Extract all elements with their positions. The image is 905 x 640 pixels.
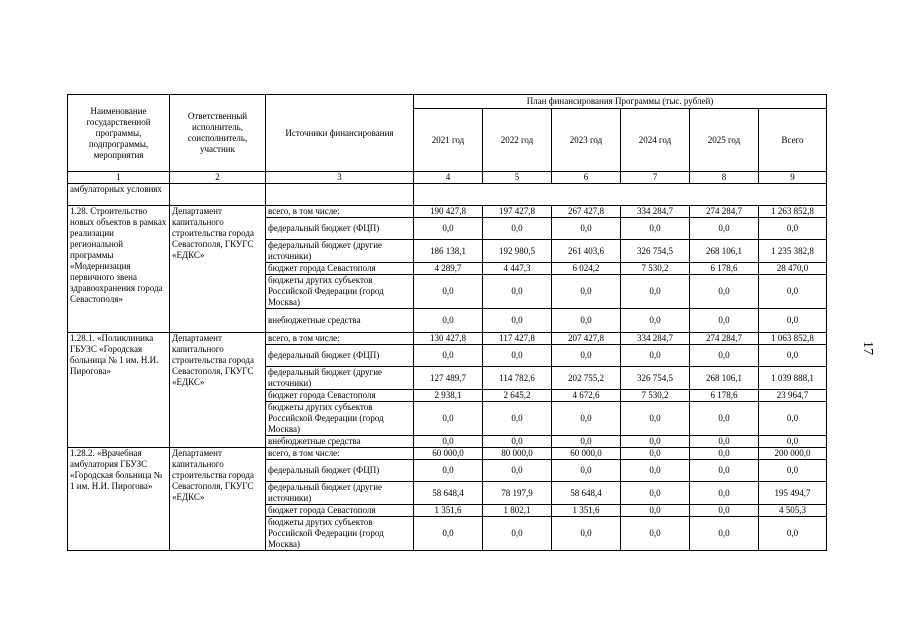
value-cell: 0,0	[414, 402, 483, 436]
value-cell: 0,0	[483, 345, 552, 367]
value-cell: 130 427,8	[414, 333, 483, 345]
value-cell: 58 648,4	[552, 482, 621, 505]
value-cell: 0,0	[690, 517, 759, 551]
value-cell: 0,0	[552, 218, 621, 240]
value-cell: 60 000,0	[552, 448, 621, 460]
source-cell: федеральный бюджет (другие источники)	[266, 367, 414, 390]
value-cell: 267 427,8	[552, 206, 621, 218]
value-cell: 0,0	[759, 436, 827, 448]
header-name: Наименование государственной программы, подпрограммы, мероприятия	[68, 95, 170, 172]
header-year: 2022 год	[483, 109, 552, 172]
value-cell: 0,0	[621, 218, 690, 240]
value-cell: 6 178,6	[690, 263, 759, 275]
responsible-cell: Департамент капитального строительства города Севастополя, ГКУГС «ЕДКС»	[170, 448, 266, 551]
value-cell: 4 447,3	[483, 263, 552, 275]
value-cell: 0,0	[759, 460, 827, 482]
value-cell: 190 427,8	[414, 206, 483, 218]
source-cell: федеральный бюджет (ФЦП)	[266, 218, 414, 240]
value-cell: 0,0	[690, 402, 759, 436]
value-cell: 80 000,0	[483, 448, 552, 460]
value-cell: 0,0	[483, 402, 552, 436]
value-cell: 0,0	[552, 345, 621, 367]
source-cell: всего, в том числе:	[266, 448, 414, 460]
value-cell: 1 802,1	[483, 505, 552, 517]
value-cell: 0,0	[621, 345, 690, 367]
source-cell: внебюджетные средства	[266, 309, 414, 333]
value-cell: 326 754,5	[621, 240, 690, 263]
value-cell: 0,0	[759, 345, 827, 367]
source-cell: федеральный бюджет (ФЦП)	[266, 345, 414, 367]
value-cell: 197 427,8	[483, 206, 552, 218]
source-cell: бюджет города Севастополя	[266, 263, 414, 275]
value-cell: 7 530,2	[621, 390, 690, 402]
value-cell: 334 284,7	[621, 206, 690, 218]
value-cell: 274 284,7	[690, 206, 759, 218]
value-cell: 0,0	[690, 218, 759, 240]
value-cell: 0,0	[621, 448, 690, 460]
column-number: 3	[266, 172, 414, 184]
value-cell: 0,0	[483, 460, 552, 482]
header-year: 2025 год	[690, 109, 759, 172]
value-cell: 2 938,1	[414, 390, 483, 402]
value-cell: 195 494,7	[759, 482, 827, 505]
value-cell: 0,0	[483, 517, 552, 551]
value-cell: 0,0	[552, 517, 621, 551]
event-name-cell: 1.28. Строительство новых объектов в рамках реализации региональной программы «Модернизация первичного звена здравоохранения города Севастополя»	[68, 206, 170, 333]
value-cell: 28 470,0	[759, 263, 827, 275]
table-row	[68, 448, 827, 460]
value-cell: 0,0	[690, 345, 759, 367]
value-cell: 0,0	[690, 460, 759, 482]
value-cell: 334 284,7	[621, 333, 690, 345]
value-cell: 0,0	[690, 309, 759, 333]
value-cell: 192 980,5	[483, 240, 552, 263]
value-cell: 0,0	[483, 218, 552, 240]
header-plan: План финансирования Программы (тыс. рублей)	[414, 95, 827, 109]
value-cell: 326 754,5	[621, 367, 690, 390]
value-cell: 0,0	[483, 275, 552, 309]
financing-table	[67, 94, 827, 551]
source-cell: всего, в том числе:	[266, 206, 414, 218]
table-row	[68, 333, 827, 345]
value-cell: 0,0	[621, 517, 690, 551]
value-cell: 1 351,6	[552, 505, 621, 517]
source-cell: федеральный бюджет (ФЦП)	[266, 460, 414, 482]
header-sources: Источники финансирования	[266, 95, 414, 172]
source-cell: внебюджетные средства	[266, 436, 414, 448]
value-cell: 268 106,1	[690, 240, 759, 263]
column-number: 4	[414, 172, 483, 184]
value-cell: 0,0	[552, 275, 621, 309]
responsible-cell: Департамент капитального строительства города Севастополя, ГКУГС «ЕДКС»	[170, 206, 266, 333]
header-year: Всего	[759, 109, 827, 172]
source-cell: бюджет города Севастополя	[266, 390, 414, 402]
value-cell: 58 648,4	[414, 482, 483, 505]
page-number: 17	[860, 341, 875, 355]
source-cell: федеральный бюджет (другие источники)	[266, 482, 414, 505]
value-cell: 0,0	[759, 309, 827, 333]
value-cell: 0,0	[690, 275, 759, 309]
value-cell: 0,0	[759, 402, 827, 436]
value-cell: 0,0	[414, 309, 483, 333]
value-cell: 1 263 852,8	[759, 206, 827, 218]
header-year: 2021 год	[414, 109, 483, 172]
header-year: 2024 год	[621, 109, 690, 172]
value-cell: 0,0	[483, 309, 552, 333]
value-cell: 200 000,0	[759, 448, 827, 460]
value-cell: 0,0	[621, 436, 690, 448]
value-cell: 0,0	[414, 345, 483, 367]
value-cell: 0,0	[552, 436, 621, 448]
value-cell: 1 235 382,8	[759, 240, 827, 263]
value-cell: 0,0	[759, 275, 827, 309]
value-cell: 0,0	[690, 448, 759, 460]
column-number: 8	[690, 172, 759, 184]
header-responsible: Ответственный исполнитель, соисполнитель, участник	[170, 95, 266, 172]
value-cell: 7 530,2	[621, 263, 690, 275]
source-cell: бюджеты других субъектов Российской Федерации (город Москва)	[266, 517, 414, 551]
value-cell: 1 039 888,1	[759, 367, 827, 390]
column-number: 9	[759, 172, 827, 184]
value-cell: 0,0	[621, 482, 690, 505]
source-cell: всего, в том числе:	[266, 333, 414, 345]
value-cell: 0,0	[414, 460, 483, 482]
source-cell: бюджет города Севастополя	[266, 505, 414, 517]
value-cell: 0,0	[552, 402, 621, 436]
value-cell: 60 000,0	[414, 448, 483, 460]
column-number: 7	[621, 172, 690, 184]
value-cell: 0,0	[483, 436, 552, 448]
table-row	[68, 206, 827, 218]
value-cell: 0,0	[621, 402, 690, 436]
source-cell: федеральный бюджет (другие источники)	[266, 240, 414, 263]
value-cell: 114 782,6	[483, 367, 552, 390]
value-cell: 6 024,2	[552, 263, 621, 275]
value-cell: 0,0	[621, 460, 690, 482]
event-name-cell: 1.28.1. «Поликлиника ГБУЗС «Городская больница № 1 им. Н.И. Пирогова»	[68, 333, 170, 448]
value-cell: 202 755,2	[552, 367, 621, 390]
value-cell: 0,0	[621, 309, 690, 333]
value-cell: 0,0	[621, 275, 690, 309]
value-cell: 0,0	[690, 505, 759, 517]
value-cell: 78 197,9	[483, 482, 552, 505]
value-cell: 186 138,1	[414, 240, 483, 263]
source-cell: бюджеты других субъектов Российской Федерации (город Москва)	[266, 275, 414, 309]
value-cell: 4 289,7	[414, 263, 483, 275]
column-number: 5	[483, 172, 552, 184]
value-cell: 117 427,8	[483, 333, 552, 345]
column-number: 2	[170, 172, 266, 184]
value-cell: 268 106,1	[690, 367, 759, 390]
value-cell: 0,0	[552, 460, 621, 482]
value-cell: 4 672,6	[552, 390, 621, 402]
responsible-cell: Департамент капитального строительства города Севастополя, ГКУГС «ЕДКС»	[170, 333, 266, 448]
value-cell: 0,0	[690, 482, 759, 505]
value-cell: 0,0	[414, 436, 483, 448]
value-cell: 0,0	[414, 517, 483, 551]
value-cell: 0,0	[759, 218, 827, 240]
source-cell: бюджеты других субъектов Российской Федерации (город Москва)	[266, 402, 414, 436]
value-cell: 0,0	[690, 436, 759, 448]
value-cell: 0,0	[414, 275, 483, 309]
value-cell: 207 427,8	[552, 333, 621, 345]
value-cell: 1 063 852,8	[759, 333, 827, 345]
value-cell: 274 284,7	[690, 333, 759, 345]
value-cell: 6 178,6	[690, 390, 759, 402]
column-number: 1	[68, 172, 170, 184]
value-cell: 0,0	[621, 505, 690, 517]
value-cell: 1 351,6	[414, 505, 483, 517]
header-year: 2023 год	[552, 109, 621, 172]
value-cell: 0,0	[552, 309, 621, 333]
value-cell: 127 489,7	[414, 367, 483, 390]
value-cell: 2 645,2	[483, 390, 552, 402]
continuation-cell: амбулаторных условиях	[68, 184, 170, 206]
value-cell: 4 505,3	[759, 505, 827, 517]
value-cell: 23 964,7	[759, 390, 827, 402]
value-cell: 0,0	[759, 517, 827, 551]
column-number: 6	[552, 172, 621, 184]
event-name-cell: 1.28.2. «Врачебная амбулатория ГБУЗС «Городская больница № 1 им. Н.И. Пирогова»	[68, 448, 170, 551]
value-cell: 0,0	[414, 218, 483, 240]
value-cell: 261 403,6	[552, 240, 621, 263]
